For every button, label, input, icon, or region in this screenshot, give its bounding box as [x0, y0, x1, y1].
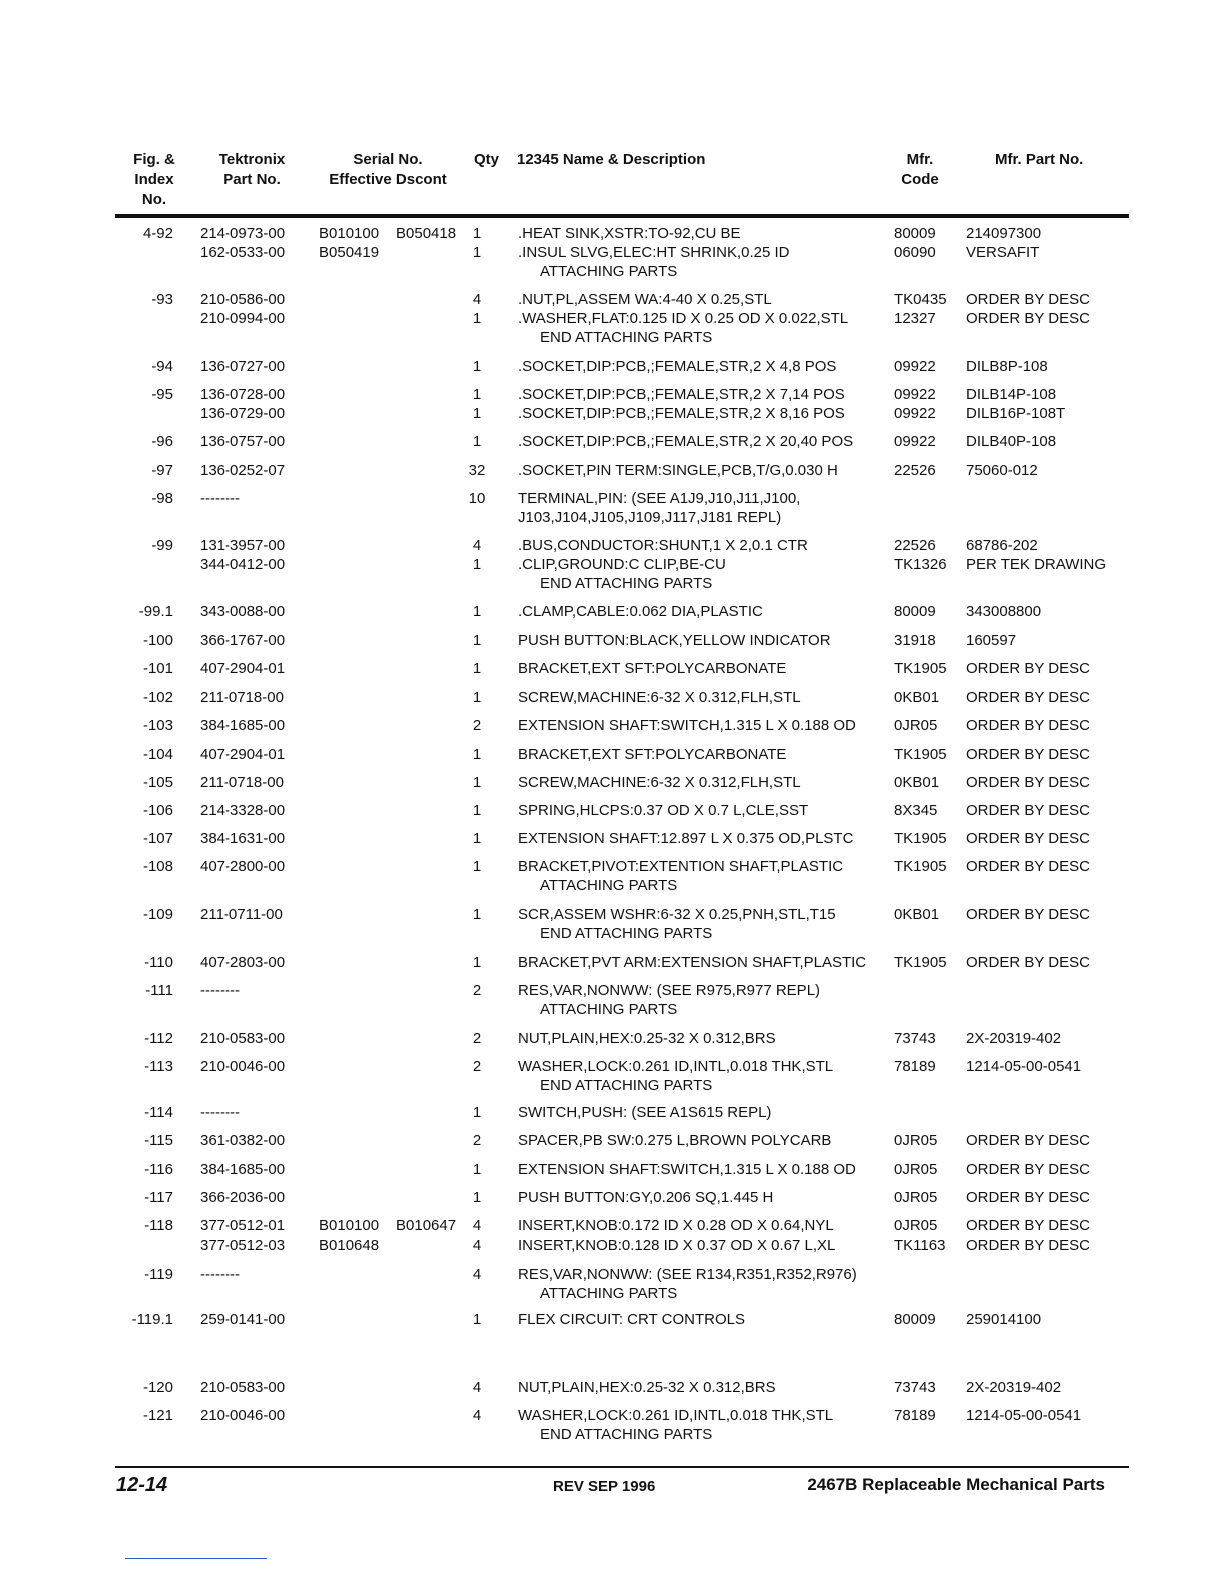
cell-mfr-code: TK1326 [894, 556, 947, 573]
cell-description-continued: ATTACHING PARTS [540, 1001, 678, 1018]
cell-description: INSERT,KNOB:0.172 ID X 0.28 OD X 0.64,NYL [518, 1217, 834, 1234]
cell-qty: 1 [472, 1189, 482, 1206]
cell-qty: 4 [472, 1266, 482, 1283]
cell-mfr-part-no: ORDER BY DESC [966, 774, 1090, 791]
cell-qty: 2 [472, 982, 482, 999]
cell-mfr-code: 0JR05 [894, 1189, 938, 1206]
cell-part-no: 210-0583-00 [200, 1030, 286, 1047]
cell-qty: 1 [472, 386, 482, 403]
cell-mfr-part-no: ORDER BY DESC [966, 906, 1090, 923]
cell-serial-effective: B050419 [319, 244, 380, 261]
cell-description: SPACER,PB SW:0.275 L,BROWN POLYCARB [518, 1132, 832, 1149]
cell-qty: 1 [472, 433, 482, 450]
cell-mfr-code: 22526 [894, 537, 936, 554]
cell-description: .SOCKET,PIN TERM:SINGLE,PCB,T/G,0.030 H [518, 462, 838, 479]
cell-mfr-part-no: ORDER BY DESC [966, 291, 1090, 308]
cell-description: .WASHER,FLAT:0.125 ID X 0.25 OD X 0.022,STL [518, 310, 849, 327]
cell-description: .INSUL SLVG,ELEC:HT SHRINK,0.25 ID [518, 244, 790, 261]
cell-qty: 1 [472, 1161, 482, 1178]
cell-part-no: 136-0757-00 [200, 433, 286, 450]
cell-mfr-part-no: 1214-05-00-0541 [966, 1058, 1082, 1075]
cell-part-no: -------- [200, 1104, 240, 1121]
cell-qty: 1 [472, 358, 482, 375]
cell-part-no: 377-0512-03 [200, 1237, 286, 1254]
cell-fig-index: -106 [142, 802, 173, 819]
cell-part-no: 211-0711-00 [200, 906, 283, 923]
cell-fig-index: -119.1 [131, 1311, 173, 1328]
cell-part-no: -------- [200, 490, 240, 507]
cell-qty: 2 [472, 1132, 482, 1149]
cell-mfr-code: 78189 [894, 1058, 936, 1075]
cell-mfr-code: 80009 [894, 1311, 936, 1328]
cell-description-continued: END ATTACHING PARTS [540, 329, 713, 346]
cell-serial-dscont: B050418 [396, 225, 457, 242]
cell-qty: 1 [472, 858, 482, 875]
cell-mfr-part-no: DILB16P-108T [966, 405, 1066, 422]
cell-qty: 1 [472, 225, 482, 242]
cell-fig-index: -113 [144, 1058, 173, 1075]
cell-mfr-part-no: ORDER BY DESC [966, 1161, 1090, 1178]
cell-qty: 2 [472, 1058, 482, 1075]
cell-mfr-code: 09922 [894, 405, 936, 422]
cell-description-continued: ATTACHING PARTS [540, 1285, 678, 1302]
cell-description: .SOCKET,DIP:PCB,;FEMALE,STR,2 X 4,8 POS [518, 358, 837, 375]
cell-part-no: 407-2803-00 [200, 954, 286, 971]
cell-mfr-part-no: 1214-05-00-0541 [966, 1407, 1082, 1424]
cell-qty: 2 [472, 1030, 482, 1047]
cell-fig-index: -104 [142, 746, 173, 763]
cell-description: .NUT,PL,ASSEM WA:4-40 X 0.25,STL [518, 291, 772, 308]
cell-description: EXTENSION SHAFT:SWITCH,1.315 L X 0.188 OD [518, 717, 856, 734]
cell-description: SCR,ASSEM WSHR:6-32 X 0.25,PNH,STL,T15 [518, 906, 836, 923]
cell-mfr-code: 0JR05 [894, 1161, 938, 1178]
cell-part-no: 384-1685-00 [200, 717, 286, 734]
cell-mfr-code: 80009 [894, 225, 936, 242]
column-header-part-no: Tektronix Part No. [218, 151, 286, 188]
revision-date: REV SEP 1996 [553, 1478, 656, 1495]
cell-description: RES,VAR,NONWW: (SEE R134,R351,R352,R976) [518, 1266, 857, 1283]
cell-mfr-code: TK1905 [894, 858, 947, 875]
cell-part-no: 214-3328-00 [200, 802, 286, 819]
cell-description: .HEAT SINK,XSTR:TO-92,CU BE [518, 225, 741, 242]
footer-divider [115, 1466, 1129, 1468]
cell-qty: 2 [472, 717, 482, 734]
cell-fig-index: -115 [144, 1132, 173, 1149]
cell-description-continued: END ATTACHING PARTS [540, 1077, 713, 1094]
cell-fig-index: -121 [142, 1407, 173, 1424]
cell-qty: 4 [472, 1407, 482, 1424]
cell-mfr-part-no: ORDER BY DESC [966, 1217, 1090, 1234]
cell-fig-index: -99.1 [138, 603, 173, 620]
cell-fig-index: -110 [144, 954, 173, 971]
cell-mfr-code: 09922 [894, 433, 936, 450]
cell-serial-effective: B010100 [319, 1217, 380, 1234]
cell-serial-effective: B010648 [319, 1237, 380, 1254]
cell-fig-index: -108 [142, 858, 173, 875]
cell-part-no: 407-2904-01 [200, 746, 286, 763]
cell-qty: 4 [472, 1217, 482, 1234]
cell-description: TERMINAL,PIN: (SEE A1J9,J10,J11,J100, [518, 490, 801, 507]
cell-description-continued: ATTACHING PARTS [540, 877, 678, 894]
cell-description: FLEX CIRCUIT: CRT CONTROLS [518, 1311, 745, 1328]
cell-mfr-part-no: ORDER BY DESC [966, 660, 1090, 677]
cell-fig-index: -103 [142, 717, 173, 734]
cell-qty: 4 [472, 537, 482, 554]
cell-mfr-part-no: 343008800 [966, 603, 1042, 620]
column-header-fig-index: Fig. & Index No. [133, 151, 175, 208]
cell-qty: 1 [472, 310, 482, 327]
cell-mfr-code: TK1163 [894, 1237, 946, 1254]
cell-mfr-code: 73743 [894, 1030, 936, 1047]
cell-description-continued: END ATTACHING PARTS [540, 925, 713, 942]
cell-part-no: 210-0586-00 [200, 291, 286, 308]
cell-mfr-part-no: ORDER BY DESC [966, 746, 1090, 763]
cell-fig-index: -111 [145, 982, 173, 999]
column-header-serial-no: Serial No. Effective Dscont [329, 151, 447, 188]
cell-mfr-code: 78189 [894, 1407, 936, 1424]
cell-description-continued: ATTACHING PARTS [540, 263, 678, 280]
cell-description: SCREW,MACHINE:6-32 X 0.312,FLH,STL [518, 774, 801, 791]
cell-qty: 1 [472, 660, 482, 677]
cell-description: EXTENSION SHAFT:SWITCH,1.315 L X 0.188 OD [518, 1161, 856, 1178]
cell-qty: 4 [472, 291, 482, 308]
cell-mfr-part-no: DILB40P-108 [966, 433, 1057, 450]
cell-part-no: 162-0533-00 [200, 244, 286, 261]
cell-mfr-part-no: 68786-202 [966, 537, 1038, 554]
cell-qty: 10 [468, 490, 486, 507]
cell-mfr-code: 12327 [894, 310, 936, 327]
cell-mfr-code: 22526 [894, 462, 936, 479]
cell-qty: 1 [472, 1311, 482, 1328]
cell-mfr-code: 0JR05 [894, 1217, 938, 1234]
cell-part-no: 366-1767-00 [200, 632, 286, 649]
cell-description: EXTENSION SHAFT:12.897 L X 0.375 OD,PLSTC [518, 830, 854, 847]
column-header-description: 12345 Name & Description [517, 151, 706, 168]
cell-part-no: 343-0088-00 [200, 603, 286, 620]
cell-mfr-part-no: 2X-20319-402 [966, 1030, 1062, 1047]
cell-description: SPRING,HLCPS:0.37 OD X 0.7 L,CLE,SST [518, 802, 809, 819]
cell-description: WASHER,LOCK:0.261 ID,INTL,0.018 THK,STL [518, 1407, 834, 1424]
cell-part-no: -------- [200, 982, 240, 999]
cell-description: .CLIP,GROUND:C CLIP,BE-CU [518, 556, 726, 573]
cell-fig-index: -118 [144, 1217, 173, 1234]
scan-mark [125, 1558, 267, 1559]
cell-qty: 1 [472, 954, 482, 971]
cell-mfr-code: 73743 [894, 1379, 936, 1396]
cell-qty: 4 [472, 1237, 482, 1254]
column-header-qty: Qty [474, 151, 500, 168]
cell-fig-index: -116 [144, 1161, 173, 1178]
cell-mfr-part-no: ORDER BY DESC [966, 830, 1090, 847]
cell-serial-effective: B010100 [319, 225, 380, 242]
cell-part-no: 210-0046-00 [200, 1407, 286, 1424]
cell-mfr-code: 80009 [894, 603, 936, 620]
cell-mfr-part-no: 214097300 [966, 225, 1042, 242]
cell-mfr-part-no: ORDER BY DESC [966, 954, 1090, 971]
cell-mfr-code: 31918 [894, 632, 936, 649]
cell-part-no: 211-0718-00 [200, 774, 284, 791]
cell-part-no: 211-0718-00 [200, 689, 284, 706]
cell-mfr-part-no: ORDER BY DESC [966, 858, 1090, 875]
cell-qty: 32 [468, 462, 486, 479]
cell-description: SCREW,MACHINE:6-32 X 0.312,FLH,STL [518, 689, 801, 706]
cell-description: BRACKET,PVT ARM:EXTENSION SHAFT,PLASTIC [518, 954, 867, 971]
cell-mfr-code: 09922 [894, 386, 936, 403]
cell-description: RES,VAR,NONWW: (SEE R975,R977 REPL) [518, 982, 821, 999]
cell-mfr-code: TK1905 [894, 746, 947, 763]
cell-part-no: 136-0729-00 [200, 405, 286, 422]
cell-serial-dscont: B010647 [396, 1217, 457, 1234]
cell-mfr-part-no: 2X-20319-402 [966, 1379, 1062, 1396]
cell-qty: 1 [472, 689, 482, 706]
cell-description: BRACKET,EXT SFT:POLYCARBONATE [518, 746, 787, 763]
header-divider [115, 214, 1129, 218]
cell-qty: 1 [472, 906, 482, 923]
cell-mfr-code: TK1905 [894, 830, 947, 847]
cell-fig-index: -96 [151, 433, 173, 450]
cell-description: .SOCKET,DIP:PCB,;FEMALE,STR,2 X 8,16 POS [518, 405, 845, 422]
cell-fig-index: -112 [144, 1030, 173, 1047]
cell-description-continued: J103,J104,J105,J109,J117,J181 REPL) [518, 509, 782, 526]
cell-qty: 4 [472, 1379, 482, 1396]
cell-mfr-code: 0JR05 [894, 1132, 938, 1149]
cell-description: PUSH BUTTON:GY,0.206 SQ,1.445 H [518, 1189, 774, 1206]
cell-qty: 1 [472, 603, 482, 620]
cell-description: WASHER,LOCK:0.261 ID,INTL,0.018 THK,STL [518, 1058, 834, 1075]
cell-mfr-code: TK1905 [894, 954, 947, 971]
cell-description: INSERT,KNOB:0.128 ID X 0.37 OD X 0.67 L,XL [518, 1237, 836, 1254]
document-title: 2467B Replaceable Mechanical Parts [807, 1475, 1105, 1494]
cell-fig-index: -120 [142, 1379, 173, 1396]
cell-description-continued: END ATTACHING PARTS [540, 575, 713, 592]
cell-mfr-code: 06090 [894, 244, 936, 261]
cell-part-no: 210-0583-00 [200, 1379, 286, 1396]
cell-mfr-code: 09922 [894, 358, 936, 375]
cell-mfr-part-no: ORDER BY DESC [966, 310, 1090, 327]
cell-part-no: 377-0512-01 [200, 1217, 286, 1234]
page-number: 12-14 [116, 1474, 168, 1496]
cell-part-no: 210-0046-00 [200, 1058, 286, 1075]
cell-qty: 1 [472, 556, 482, 573]
cell-part-no: 407-2800-00 [200, 858, 286, 875]
cell-fig-index: -109 [142, 906, 173, 923]
cell-fig-index: -117 [144, 1189, 173, 1206]
cell-mfr-code: 0JR05 [894, 717, 938, 734]
cell-qty: 1 [472, 244, 482, 261]
cell-qty: 1 [472, 830, 482, 847]
cell-part-no: 131-3957-00 [200, 537, 286, 554]
cell-mfr-part-no: ORDER BY DESC [966, 1237, 1090, 1254]
cell-mfr-code: 0KB01 [894, 774, 940, 791]
cell-part-no: 366-2036-00 [200, 1189, 286, 1206]
cell-fig-index: -95 [151, 386, 173, 403]
cell-fig-index: -114 [144, 1104, 173, 1121]
cell-part-no: 259-0141-00 [200, 1311, 286, 1328]
cell-mfr-part-no: VERSAFIT [966, 244, 1040, 261]
cell-mfr-part-no: 160597 [966, 632, 1017, 649]
cell-description: .SOCKET,DIP:PCB,;FEMALE,STR,2 X 20,40 POS [518, 433, 854, 450]
cell-mfr-part-no: ORDER BY DESC [966, 689, 1090, 706]
cell-part-no: 136-0728-00 [200, 386, 286, 403]
cell-description: BRACKET,EXT SFT:POLYCARBONATE [518, 660, 787, 677]
cell-mfr-code: TK1905 [894, 660, 947, 677]
cell-part-no: 210-0994-00 [200, 310, 286, 327]
cell-qty: 1 [472, 632, 482, 649]
cell-description: NUT,PLAIN,HEX:0.25-32 X 0.312,BRS [518, 1379, 776, 1396]
cell-description: NUT,PLAIN,HEX:0.25-32 X 0.312,BRS [518, 1030, 776, 1047]
cell-description: PUSH BUTTON:BLACK,YELLOW INDICATOR [518, 632, 831, 649]
cell-fig-index: -99 [151, 537, 173, 554]
cell-description-continued: END ATTACHING PARTS [540, 1426, 713, 1443]
cell-part-no: 361-0382-00 [200, 1132, 286, 1149]
cell-description: .CLAMP,CABLE:0.062 DIA,PLASTIC [518, 603, 763, 620]
cell-qty: 1 [472, 405, 482, 422]
cell-mfr-code: 8X345 [894, 802, 938, 819]
cell-fig-index: -97 [151, 462, 173, 479]
cell-qty: 1 [472, 774, 482, 791]
cell-mfr-part-no: ORDER BY DESC [966, 717, 1090, 734]
cell-fig-index: -102 [142, 689, 173, 706]
cell-fig-index: -101 [142, 660, 173, 677]
cell-part-no: 384-1685-00 [200, 1161, 286, 1178]
cell-mfr-part-no: ORDER BY DESC [966, 1189, 1090, 1206]
cell-part-no: 214-0973-00 [200, 225, 286, 242]
cell-fig-index: -94 [151, 358, 173, 375]
cell-qty: 1 [472, 802, 482, 819]
cell-fig-index: -105 [142, 774, 173, 791]
cell-description: .BUS,CONDUCTOR:SHUNT,1 X 2,0.1 CTR [518, 537, 808, 554]
cell-fig-index: -98 [151, 490, 173, 507]
cell-part-no: -------- [200, 1266, 240, 1283]
cell-mfr-code: TK0435 [894, 291, 947, 308]
cell-mfr-part-no: DILB14P-108 [966, 386, 1057, 403]
cell-part-no: 384-1631-00 [200, 830, 286, 847]
cell-part-no: 344-0412-00 [200, 556, 286, 573]
cell-fig-index: -107 [142, 830, 173, 847]
cell-mfr-part-no: PER TEK DRAWING [966, 556, 1107, 573]
cell-qty: 1 [472, 1104, 482, 1121]
cell-fig-index: -100 [142, 632, 173, 649]
column-header-mfr-part-no: Mfr. Part No. [995, 151, 1084, 168]
cell-description: SWITCH,PUSH: (SEE A1S615 REPL) [518, 1104, 772, 1121]
cell-mfr-code: 0KB01 [894, 689, 940, 706]
cell-fig-index: 4-92 [142, 225, 173, 242]
column-header-mfr-code: Mfr. Code [901, 151, 939, 188]
cell-qty: 1 [472, 746, 482, 763]
cell-fig-index: -93 [151, 291, 173, 308]
cell-mfr-part-no: ORDER BY DESC [966, 802, 1090, 819]
cell-mfr-part-no: ORDER BY DESC [966, 1132, 1090, 1149]
cell-description: .SOCKET,DIP:PCB,;FEMALE,STR,2 X 7,14 POS [518, 386, 845, 403]
cell-part-no: 136-0727-00 [200, 358, 286, 375]
cell-mfr-part-no: 259014100 [966, 1311, 1042, 1328]
cell-fig-index: -119 [144, 1266, 173, 1283]
cell-part-no: 136-0252-07 [200, 462, 286, 479]
cell-mfr-code: 0KB01 [894, 906, 940, 923]
cell-description: BRACKET,PIVOT:EXTENTION SHAFT,PLASTIC [518, 858, 844, 875]
cell-mfr-part-no: 75060-012 [966, 462, 1038, 479]
cell-mfr-part-no: DILB8P-108 [966, 358, 1048, 375]
cell-part-no: 407-2904-01 [200, 660, 286, 677]
